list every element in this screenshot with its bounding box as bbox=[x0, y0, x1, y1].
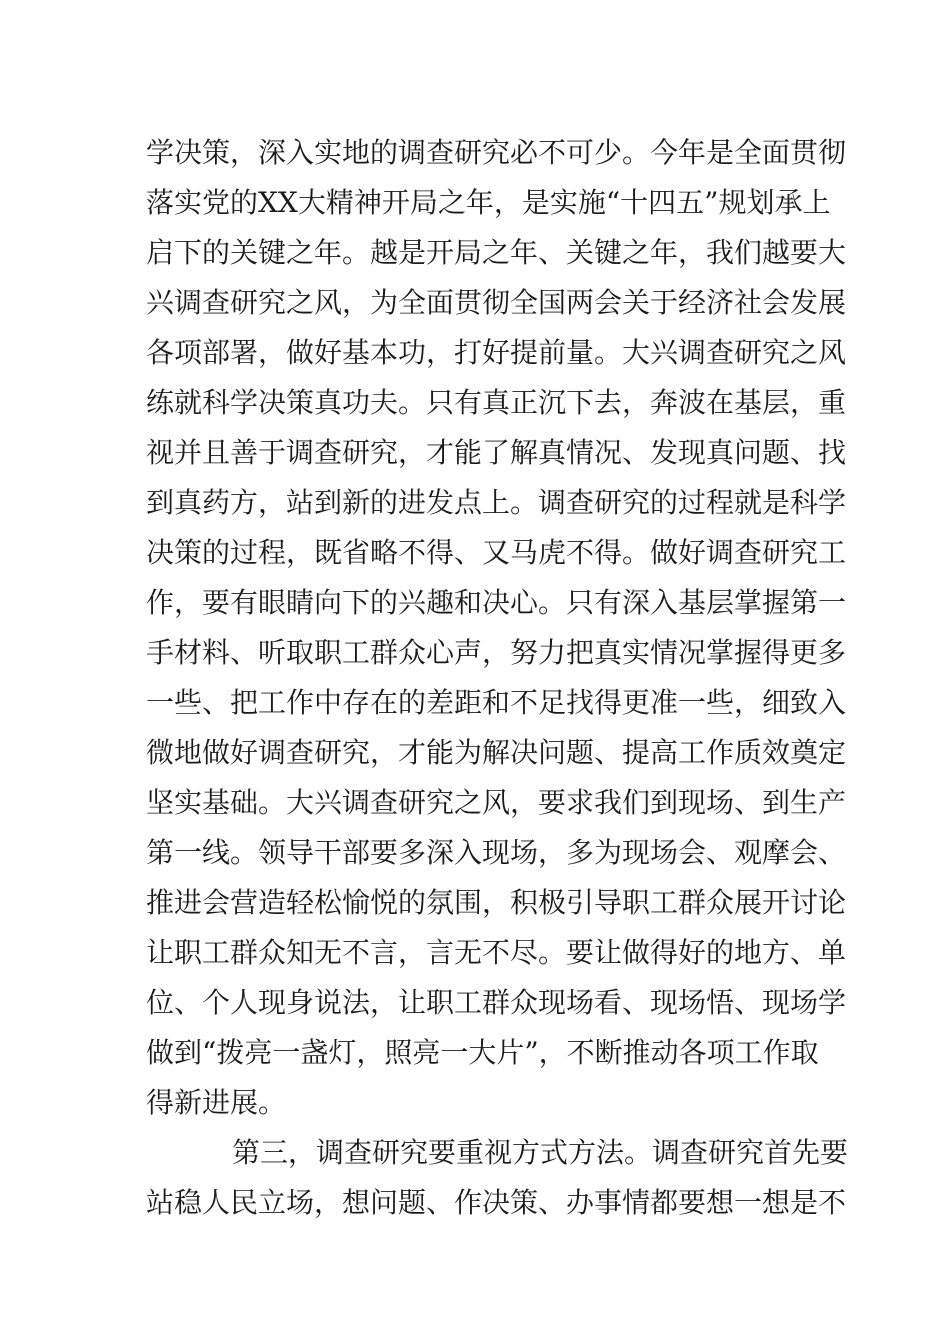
paragraph1-line-6: 练就科学决策真功夫。只有真正沉下去，奔波在基层，重 bbox=[146, 386, 847, 419]
paragraph1-line-9: 决策的过程，既省略不得、又马虎不得。做好调查研究工 bbox=[146, 536, 847, 569]
paragraph1-line-7: 视并且善于调查研究，才能了解真情况、发现真问题、找 bbox=[146, 436, 847, 469]
paragraph1-line-19: 做到“拨亮一盏灯，照亮一大片”，不断推动各项工作取 bbox=[146, 1036, 819, 1069]
paragraph1-line-18: 位、个人现身说法，让职工群众现场看、现场悟、现场学 bbox=[146, 986, 847, 1019]
paragraph1-line-2: 落实党的XX大精神开局之年，是实施“十四五”规划承上 bbox=[146, 186, 831, 219]
paragraph2-line-2: 站稳人民立场，想问题、作决策、办事情都要想一想是不 bbox=[146, 1186, 847, 1219]
paragraph1-line-20: 得新进展。 bbox=[146, 1086, 287, 1119]
paragraph1-line-10: 作，要有眼睛向下的兴趣和决心。只有深入基层掌握第一 bbox=[146, 586, 847, 619]
paragraph1-line-15: 第一线。领导干部要多深入现场，多为现场会、观摩会、 bbox=[146, 836, 847, 869]
paragraph1-line-12: 一些、把工作中存在的差距和不足找得更准一些，细致入 bbox=[146, 686, 847, 719]
paragraph1-line-4: 兴调查研究之风，为全面贯彻全国两会关于经济社会发展 bbox=[146, 286, 847, 319]
paragraph1-line-3: 启下的关键之年。越是开局之年、关键之年，我们越要大 bbox=[146, 236, 847, 269]
paragraph1-line-11: 手材料、听取职工群众心声，努力把真实情况掌握得更多 bbox=[146, 636, 847, 669]
paragraph1-line-5: 各项部署，做好基本功，打好提前量。大兴调查研究之风 bbox=[146, 336, 847, 369]
paragraph1-line-1: 学决策，深入实地的调查研究必不可少。今年是全面贯彻 bbox=[146, 136, 847, 169]
paragraph1-line-17: 让职工群众知无不言，言无不尽。要让做得好的地方、单 bbox=[146, 936, 847, 969]
paragraph2-line-1: 第三，调查研究要重视方式方法。调查研究首先要 bbox=[232, 1136, 849, 1169]
paragraph1-line-16: 推进会营造轻松愉悦的氛围，积极引导职工群众展开讨论 bbox=[146, 886, 847, 919]
paragraph1-line-8: 到真药方，站到新的进发点上。调查研究的过程就是科学 bbox=[146, 486, 847, 519]
paragraph1-line-14: 坚实基础。大兴调查研究之风，要求我们到现场、到生产 bbox=[146, 786, 847, 819]
paragraph1-line-13: 微地做好调查研究，才能为解决问题、提高工作质效奠定 bbox=[146, 736, 847, 769]
